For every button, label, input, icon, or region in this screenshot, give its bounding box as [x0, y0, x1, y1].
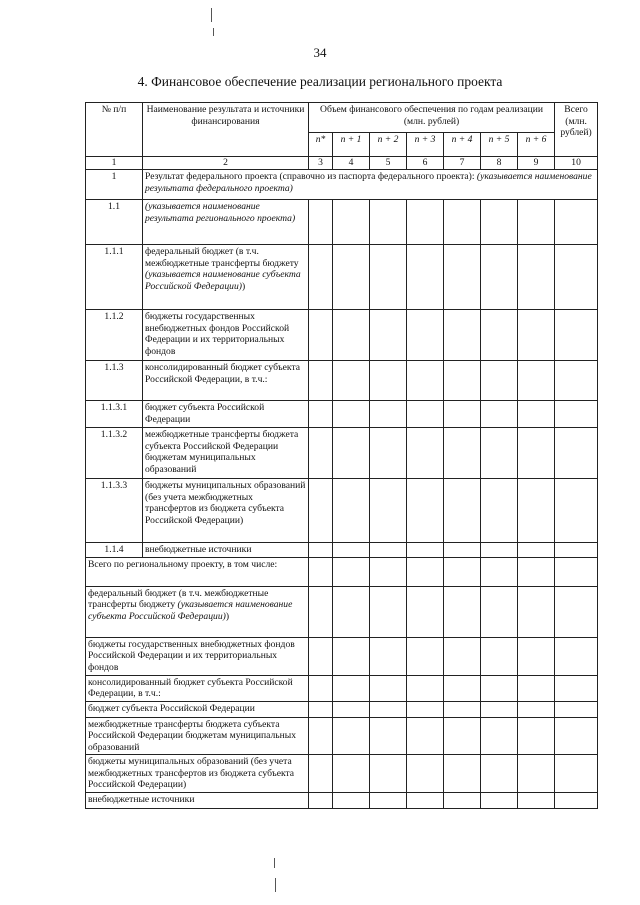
value-cell [518, 245, 555, 310]
value-cell [309, 793, 333, 809]
header-year: n + 5 [481, 133, 518, 157]
source-name: бюджеты муниципальных образований (без учета межбюджетных трансфертов из бюджета субъекта Российской Федерации) [143, 479, 309, 543]
value-cell [481, 637, 518, 675]
value-cell [407, 586, 444, 637]
value-cell [309, 361, 333, 401]
value-cell [481, 793, 518, 809]
source-name: консолидированный бюджет субъекта Российской Федерации, в т.ч.: [143, 361, 309, 401]
value-cell [407, 200, 444, 245]
value-cell [444, 675, 481, 701]
value-cell [309, 543, 333, 558]
row-number: 1.1.1 [86, 245, 143, 310]
value-cell [555, 428, 598, 479]
value-cell [333, 637, 370, 675]
row-number: 1.1 [86, 200, 143, 245]
value-cell [407, 701, 444, 717]
value-cell [481, 401, 518, 428]
value-cell [518, 543, 555, 558]
value-cell [333, 793, 370, 809]
source-name: бюджеты государственных внебюджетных фондов Российской Федерации и их территориальных фондов [86, 637, 309, 675]
value-cell [333, 401, 370, 428]
row-number: 1.1.3 [86, 361, 143, 401]
value-cell [333, 245, 370, 310]
value-cell [444, 755, 481, 793]
value-cell [481, 245, 518, 310]
value-cell [444, 200, 481, 245]
value-cell [333, 361, 370, 401]
value-cell [555, 701, 598, 717]
value-cell [481, 701, 518, 717]
value-cell [518, 586, 555, 637]
source-name: бюджет субъекта Российской Федерации [143, 401, 309, 428]
value-cell [309, 401, 333, 428]
row-number: 1.1.3.3 [86, 479, 143, 543]
value-cell [444, 793, 481, 809]
column-number: 5 [370, 157, 407, 170]
value-cell [481, 428, 518, 479]
value-cell [407, 401, 444, 428]
table-row [86, 310, 598, 361]
value-cell [333, 310, 370, 361]
value-cell [518, 637, 555, 675]
value-cell [370, 701, 407, 717]
value-cell [309, 675, 333, 701]
value-cell [333, 701, 370, 717]
header-volume: Объем финансового обеспечения по годам реализации (млн. рублей) [309, 103, 555, 133]
value-cell [518, 310, 555, 361]
value-cell [518, 701, 555, 717]
value-cell [481, 200, 518, 245]
value-cell [370, 361, 407, 401]
value-cell [309, 755, 333, 793]
value-cell [370, 479, 407, 543]
total-row [86, 717, 598, 755]
value-cell [407, 675, 444, 701]
column-number: 9 [518, 157, 555, 170]
value-cell [370, 755, 407, 793]
scan-speck [213, 28, 214, 36]
header-year: n + 1 [333, 133, 370, 157]
value-cell [518, 557, 555, 586]
value-cell [370, 717, 407, 755]
value-cell [481, 586, 518, 637]
value-cell [444, 401, 481, 428]
value-cell [407, 557, 444, 586]
value-cell [555, 479, 598, 543]
row-number: 1.1.3.2 [86, 428, 143, 479]
value-cell [370, 310, 407, 361]
header-year: n* [309, 133, 333, 157]
scan-speck [211, 8, 212, 22]
value-cell [407, 310, 444, 361]
value-cell [555, 755, 598, 793]
column-number: 3 [309, 157, 333, 170]
source-name: (указывается наименование результата регионального проекта) [143, 200, 309, 245]
value-cell [555, 401, 598, 428]
row-number: 1.1.3.1 [86, 401, 143, 428]
value-cell [309, 200, 333, 245]
value-cell [407, 245, 444, 310]
value-cell [333, 543, 370, 558]
value-cell [370, 557, 407, 586]
value-cell [309, 717, 333, 755]
value-cell [370, 200, 407, 245]
value-cell [444, 310, 481, 361]
header-year: n + 6 [518, 133, 555, 157]
value-cell [407, 717, 444, 755]
value-cell [555, 200, 598, 245]
value-cell [407, 361, 444, 401]
row-number: 1.1.4 [86, 543, 143, 558]
value-cell [481, 675, 518, 701]
value-cell [555, 310, 598, 361]
value-cell [309, 245, 333, 310]
source-name: межбюджетные трансферты бюджета субъекта Российской Федерации бюджетам муниципальных образований [86, 717, 309, 755]
total-row [86, 755, 598, 793]
value-cell [481, 479, 518, 543]
source-name: Всего по региональному проекту, в том числе: [86, 557, 309, 586]
value-cell [309, 310, 333, 361]
source-name: бюджет субъекта Российской Федерации [86, 701, 309, 717]
table-row [86, 200, 598, 245]
value-cell [518, 675, 555, 701]
value-cell [309, 428, 333, 479]
column-number: 4 [333, 157, 370, 170]
table-row [86, 401, 598, 428]
value-cell [370, 401, 407, 428]
total-row [86, 637, 598, 675]
value-cell [555, 586, 598, 637]
total-row [86, 557, 598, 586]
value-cell [370, 428, 407, 479]
value-cell [444, 717, 481, 755]
value-cell [555, 245, 598, 310]
value-cell [481, 755, 518, 793]
value-cell [407, 637, 444, 675]
scan-speck [275, 878, 276, 892]
value-cell [309, 701, 333, 717]
table-row [86, 361, 598, 401]
value-cell [370, 586, 407, 637]
total-row [86, 586, 598, 637]
value-cell [309, 479, 333, 543]
value-cell [518, 401, 555, 428]
page-number: 34 [313, 45, 327, 60]
value-cell [518, 717, 555, 755]
table-row [86, 543, 598, 558]
column-number: 2 [143, 157, 309, 170]
value-cell [481, 361, 518, 401]
total-row [86, 675, 598, 701]
source-name: федеральный бюджет (в т.ч. межбюджетные трансферты бюджету (указывается наименование субъекта Российской Федерации)) [143, 245, 309, 310]
value-cell [309, 586, 333, 637]
total-row [86, 793, 598, 809]
value-cell [481, 717, 518, 755]
value-cell [444, 543, 481, 558]
column-number: 6 [407, 157, 444, 170]
value-cell [518, 479, 555, 543]
table-row [86, 428, 598, 479]
value-cell [444, 245, 481, 310]
value-cell [444, 557, 481, 586]
source-name: федеральный бюджет (в т.ч. межбюджетные трансферты бюджету (указывается наименование субъекта Российской Федерации)) [86, 586, 309, 637]
section-title: 4. Финансовое обеспечение реализации регионального проекта [137, 74, 503, 89]
total-row [86, 701, 598, 717]
value-cell [555, 361, 598, 401]
value-cell [481, 557, 518, 586]
value-cell [518, 361, 555, 401]
row-number: 1.1.2 [86, 310, 143, 361]
table-row [86, 479, 598, 543]
value-cell [333, 717, 370, 755]
value-cell [444, 428, 481, 479]
value-cell [333, 200, 370, 245]
value-cell [370, 637, 407, 675]
value-cell [481, 543, 518, 558]
value-cell [444, 637, 481, 675]
table-row [86, 245, 598, 310]
value-cell [444, 479, 481, 543]
value-cell [518, 200, 555, 245]
value-cell [407, 479, 444, 543]
value-cell [333, 675, 370, 701]
value-cell [333, 586, 370, 637]
scan-speck [274, 858, 275, 868]
source-name: внебюджетные источники [86, 793, 309, 809]
value-cell [333, 428, 370, 479]
column-number: 8 [481, 157, 518, 170]
value-cell [555, 637, 598, 675]
value-cell [555, 717, 598, 755]
value-cell [444, 361, 481, 401]
value-cell [481, 310, 518, 361]
result-title: Результат федерального проекта (справочно из паспорта федерального проекта): (указывается наименование результата федерального проекта) [143, 170, 598, 200]
value-cell [370, 245, 407, 310]
value-cell [518, 793, 555, 809]
value-cell [555, 543, 598, 558]
value-cell [518, 755, 555, 793]
value-cell [555, 793, 598, 809]
value-cell [518, 428, 555, 479]
value-cell [407, 428, 444, 479]
value-cell [555, 675, 598, 701]
header-year: n + 3 [407, 133, 444, 157]
value-cell [309, 557, 333, 586]
header-name: Наименование результата и источники финансирования [143, 103, 309, 157]
value-cell [555, 557, 598, 586]
header-year: n + 2 [370, 133, 407, 157]
column-number: 1 [86, 157, 143, 170]
source-name: внебюджетные источники [143, 543, 309, 558]
value-cell [333, 557, 370, 586]
value-cell [333, 479, 370, 543]
source-name: межбюджетные трансферты бюджета субъекта Российской Федерации бюджетам муниципальных образований [143, 428, 309, 479]
value-cell [370, 793, 407, 809]
header-year: n + 4 [444, 133, 481, 157]
value-cell [407, 755, 444, 793]
header-total: Всего (млн. рублей) [555, 103, 598, 157]
value-cell [444, 701, 481, 717]
value-cell [370, 543, 407, 558]
value-cell [333, 755, 370, 793]
result-number: 1 [86, 170, 143, 200]
column-number: 7 [444, 157, 481, 170]
column-number: 10 [555, 157, 598, 170]
value-cell [309, 637, 333, 675]
value-cell [444, 586, 481, 637]
value-cell [407, 793, 444, 809]
header-number: № п/п [86, 103, 143, 157]
financing-table [85, 102, 598, 809]
value-cell [407, 543, 444, 558]
source-name: консолидированный бюджет субъекта Российской Федерации, в т.ч.: [86, 675, 309, 701]
source-name: бюджеты государственных внебюджетных фондов Российской Федерации и их территориальных фондов [143, 310, 309, 361]
source-name: бюджеты муниципальных образований (без учета межбюджетных трансфертов из бюджета субъекта Российской Федерации) [86, 755, 309, 793]
value-cell [370, 675, 407, 701]
